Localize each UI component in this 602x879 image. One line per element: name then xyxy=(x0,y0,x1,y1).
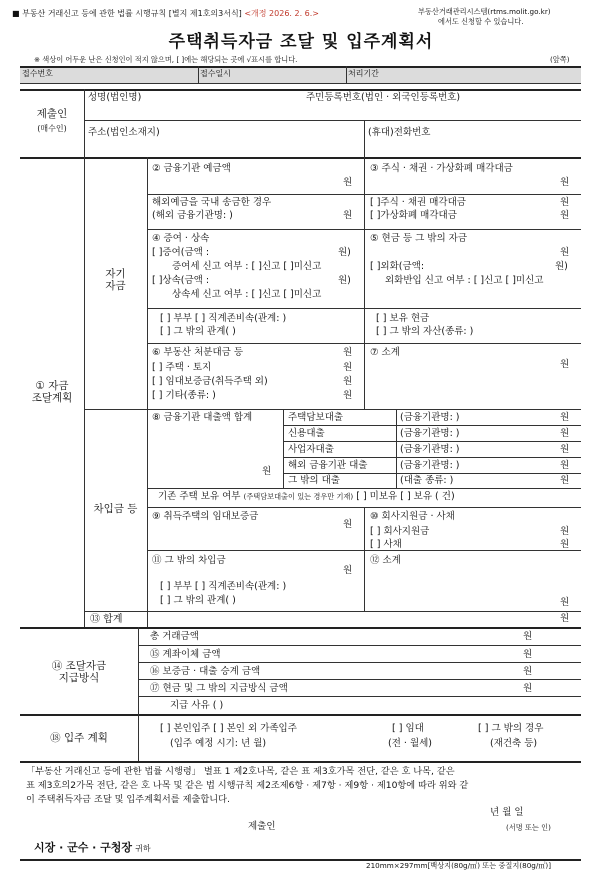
acquired-house-deposit-label: ⑨ 취득주택의 임대보증금 xyxy=(152,511,259,522)
submitter-label: 제출인 xyxy=(248,821,276,832)
house-land-checkbox[interactable]: [ ] 주택 · 토지 xyxy=(152,362,212,373)
existing-house-label: 기존 주택 보유 여부 xyxy=(158,491,241,502)
bank-transfer-amount-won[interactable]: 원 xyxy=(523,649,533,660)
declaration-line-1: 「부동산 거래신고 등에 관한 법률 시행령」 별표 1 제2호나목, 같은 표 제3호가목 전단, 같은 호 나목, 같은 xyxy=(26,766,455,777)
foreign-deposit-institution-field[interactable]: (해외 금융기관명: ) xyxy=(152,210,233,221)
real-estate-proceeds-won[interactable]: 원 xyxy=(343,347,353,358)
other-borrowing-label: ⑪ 그 밖의 차입금 xyxy=(152,555,226,566)
receipt-date-label: 접수일시 xyxy=(200,69,231,78)
foreign-currency-checkbox[interactable]: [ ]외화(금액: xyxy=(370,261,425,272)
foreign-currency-won[interactable]: 원) xyxy=(555,261,568,272)
company-support-label: ⑩ 회사지원금 · 사채 xyxy=(370,511,455,522)
inheritance-tax-report[interactable]: 상속세 신고 여부 : [ ]신고 [ ]미신고 xyxy=(172,289,322,300)
recipient-office: 시장 · 군수 · 구청장 xyxy=(34,841,133,854)
page-side-label: (앞쪽) xyxy=(550,55,570,64)
own-funds-label: 자기 자금 xyxy=(105,268,126,293)
crypto-sale-checkbox[interactable]: [ ]가상화폐 매각대금 xyxy=(370,210,457,221)
own-funds-subtotal-won[interactable]: 원 xyxy=(560,359,570,370)
cash-other-payment-won[interactable]: 원 xyxy=(523,683,533,694)
gift-inheritance-label: ④ 증여 · 상속 xyxy=(152,233,210,244)
rental-type-note: (전 · 월세) xyxy=(388,738,433,749)
rental-deposit-won[interactable]: 원 xyxy=(343,376,353,387)
rental-deposit-checkbox[interactable]: [ ] 임대보증금(취득주택 외) xyxy=(152,376,268,387)
company-support-checkbox[interactable]: [ ] 회사지원금 xyxy=(370,526,430,537)
applicant-registration-number-field[interactable]: 주민등록번호(법인 · 외국인등록번호) xyxy=(306,92,461,103)
borrowing-other-relation-field[interactable]: [ ] 그 밖의 관계( ) xyxy=(160,595,236,606)
corporate-bond-won[interactable]: 원 xyxy=(560,539,570,550)
cash-on-hand-checkbox[interactable]: [ ] 보유 현금 xyxy=(376,313,430,324)
loan-institution-foreign[interactable]: (금융기관명: ) xyxy=(400,460,460,471)
securities-sale-label: ③ 주식 · 채권 · 가상화폐 매각대금 xyxy=(370,163,513,174)
online-notice-line-1: 부동산거래관리시스템(rtms.molit.go.kr) xyxy=(418,7,551,16)
cash-other-funds-label: ⑤ 현금 등 그 밖의 자금 xyxy=(370,233,468,244)
applicant-sublabel: (매수인) xyxy=(37,124,67,133)
borrowed-subtotal-won[interactable]: 원 xyxy=(560,597,570,608)
company-support-won[interactable]: 원 xyxy=(560,526,570,537)
loan-won-mortgage[interactable]: 원 xyxy=(560,412,570,423)
loan-type-credit: 신용대출 xyxy=(288,428,325,439)
gift-won[interactable]: 원) xyxy=(338,247,351,258)
loan-institution-credit[interactable]: (금융기관명: ) xyxy=(400,428,460,439)
other-case-checkbox[interactable]: [ ] 그 밖의 경우 xyxy=(478,723,544,734)
self-family-move-in-checkboxes[interactable]: [ ] 본인입주 [ ] 본인 외 가족입주 xyxy=(160,723,297,734)
receipt-number-label: 접수번호 xyxy=(22,69,53,78)
form-title: 주택취득자금 조달 및 입주계획서 xyxy=(168,32,434,52)
grand-total-label: ⑬ 합계 xyxy=(90,614,123,625)
gift-other-relation-field[interactable]: [ ] 그 밖의 관계( ) xyxy=(160,326,236,337)
existing-house-checkboxes[interactable]: [ ] 미보유 [ ] 보유 ( 건) xyxy=(356,491,455,502)
move-in-schedule-field[interactable]: (입주 예정 시기: 년 월) xyxy=(170,738,267,749)
payment-reason-field[interactable]: 지급 사유 ( ) xyxy=(170,700,224,711)
applicant-name-field[interactable]: 성명(법인명) xyxy=(88,92,142,103)
other-assets-checkbox[interactable]: [ ] 그 밖의 자산(종류: ) xyxy=(376,326,474,337)
submission-date-field[interactable]: 년 월 일 xyxy=(490,807,524,818)
declaration-line-2: 표 제3호의2가목 전단, 같은 호 나목 및 같은 법 시행규칙 제2조제6항 · 제7항 · 제9항 · 제10항에 따라 위와 같 xyxy=(26,780,469,791)
house-land-won[interactable]: 원 xyxy=(343,362,353,373)
inheritance-checkbox[interactable]: [ ]상속(금액 : xyxy=(152,275,210,286)
stock-bond-sale-won[interactable]: 원 xyxy=(560,197,570,208)
online-notice-line-2: 에서도 신청할 수 있습니다. xyxy=(438,17,524,26)
move-in-plan-label: ⑱ 입주 계획 xyxy=(50,732,108,744)
instruction-notice: ※ 색상이 어두운 난은 신청인이 적지 않으며, [ ]에는 해당되는 곳에 √표시를 합니다. xyxy=(34,55,298,64)
foreign-currency-report[interactable]: 외화반입 신고 여부 : [ ]신고 [ ]미신고 xyxy=(385,275,544,286)
grand-total-won[interactable]: 원 xyxy=(560,613,570,624)
foreign-deposit-won[interactable]: 원 xyxy=(343,210,353,221)
deposit-loan-succession-label: ⑯ 보증금 · 대출 승계 금액 xyxy=(150,666,261,677)
total-transaction-amount-won[interactable]: 원 xyxy=(523,631,533,642)
stock-bond-sale-checkbox[interactable]: [ ]주식 · 채권 매각대금 xyxy=(370,197,466,208)
acquired-house-deposit-won[interactable]: 원 xyxy=(343,519,353,530)
applicant-phone-field[interactable]: (휴대)전화번호 xyxy=(368,127,431,138)
bank-transfer-amount-label: ⑮ 계좌이체 금액 xyxy=(150,649,221,660)
inheritance-won[interactable]: 원) xyxy=(338,275,351,286)
borrowing-relation-checkboxes[interactable]: [ ] 부부 [ ] 직계존비속(관계: ) xyxy=(160,581,287,592)
loan-type-business: 사업자대출 xyxy=(288,444,334,455)
gift-tax-report[interactable]: 증여세 신고 여부 : [ ]신고 [ ]미신고 xyxy=(172,261,322,272)
loan-won-credit[interactable]: 원 xyxy=(560,428,570,439)
recipient-honorific: 귀하 xyxy=(135,844,151,853)
paper-spec-footer: 210mm×297mm[백상지(80g/㎡) 또는 중질지(80g/㎡)] xyxy=(366,861,552,870)
borrowed-subtotal-label: ⑫ 소계 xyxy=(370,555,401,566)
deposit-amount-label: ② 금융기관 예금액 xyxy=(152,163,231,174)
loan-won-foreign[interactable]: 원 xyxy=(560,460,570,471)
cash-other-payment-label: ⑰ 현금 및 그 밖의 지급방식 금액 xyxy=(150,683,288,694)
loan-type-other: 그 밖의 대출 xyxy=(288,475,340,486)
real-estate-proceeds-label: ⑥ 부동산 처분대금 등 xyxy=(152,347,243,358)
signature-field[interactable]: (서명 또는 인) xyxy=(506,823,551,832)
processing-period-label: 처리기간 xyxy=(348,69,379,78)
loan-type-foreign: 해외 금융기관 대출 xyxy=(288,460,368,471)
loan-won-business[interactable]: 원 xyxy=(560,444,570,455)
payment-method-label: ⑭ 조달자금 지급방식 xyxy=(51,660,107,685)
other-proceeds-won[interactable]: 원 xyxy=(343,390,353,401)
existing-house-note: (주택담보대출이 있는 경우만 기재) xyxy=(243,492,354,501)
own-funds-subtotal-label: ⑦ 소계 xyxy=(370,347,400,358)
funding-plan-label: ① 자금 조달계획 xyxy=(31,380,73,405)
corporate-bond-checkbox[interactable]: [ ] 사채 xyxy=(370,539,402,550)
total-transaction-amount-label: 총 거래금액 xyxy=(150,631,199,642)
deposit-loan-succession-won[interactable]: 원 xyxy=(523,666,533,677)
deposit-amount-won[interactable]: 원 xyxy=(343,177,353,188)
revision-date: <개정 2026. 2. 6.> xyxy=(244,9,320,18)
loan-total-won[interactable]: 원 xyxy=(262,466,272,477)
other-case-note: (재건축 등) xyxy=(490,738,538,749)
gift-checkbox[interactable]: [ ]증여(금액 : xyxy=(152,247,210,258)
loan-kind-other[interactable]: (대출 종류: ) xyxy=(400,475,454,486)
other-borrowing-won[interactable]: 원 xyxy=(343,565,353,576)
regulation-reference: ■ 부동산 거래신고 등에 관한 법률 시행규칙 [별지 제1호의3서식] xyxy=(12,9,242,18)
loan-type-mortgage: 주택담보대출 xyxy=(288,412,344,423)
loan-total-label: ⑧ 금융기관 대출액 합계 xyxy=(152,412,253,423)
applicant-label: 제출인 xyxy=(36,108,68,120)
loan-institution-mortgage[interactable]: (금융기관명: ) xyxy=(400,412,460,423)
cash-other-funds-won[interactable]: 원 xyxy=(560,247,570,258)
crypto-sale-won[interactable]: 원 xyxy=(560,210,570,221)
securities-sale-won[interactable]: 원 xyxy=(560,177,570,188)
declaration-line-3: 이 주택취득자금 조달 및 입주계획서를 제출합니다. xyxy=(26,794,230,805)
other-proceeds-checkbox[interactable]: [ ] 기타(종류: ) xyxy=(152,390,216,401)
borrowed-funds-label: 차입금 등 xyxy=(93,503,138,515)
office-use-row xyxy=(20,66,581,83)
foreign-deposit-line-1: 해외예금을 국내 송금한 경우 xyxy=(152,197,272,208)
loan-won-other[interactable]: 원 xyxy=(560,475,570,486)
rental-checkbox[interactable]: [ ] 임대 xyxy=(392,723,424,734)
loan-institution-business[interactable]: (금융기관명: ) xyxy=(400,444,460,455)
applicant-address-field[interactable]: 주소(법인소재지) xyxy=(88,127,160,138)
gift-relation-checkboxes[interactable]: [ ] 부부 [ ] 직계존비속(관계: ) xyxy=(160,313,287,324)
